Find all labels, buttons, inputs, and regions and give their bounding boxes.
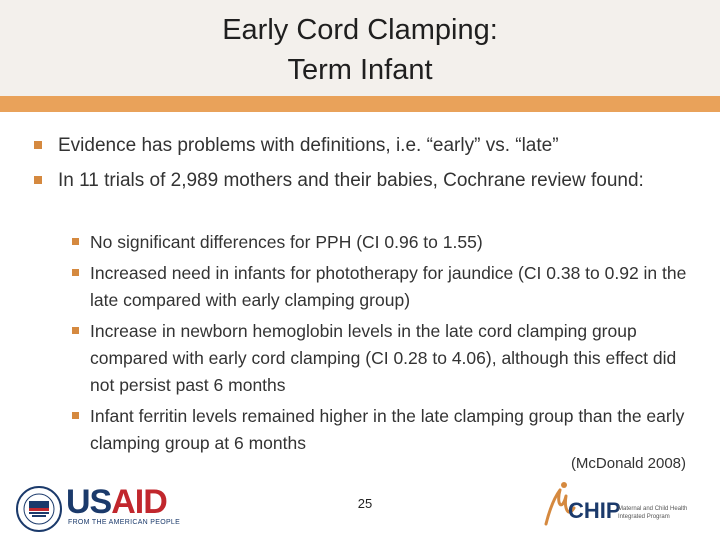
citation: (McDonald 2008)	[570, 455, 686, 472]
bullet-item: Evidence has problems with definitions, i.e. “early” vs. “late”	[58, 135, 559, 156]
usaid-logo-aid: AID	[111, 483, 167, 521]
bullet-marker-icon	[34, 176, 42, 184]
sub-bullet-item: Increased need in infants for phototherapy for jaundice (CI 0.38 to 0.92 in the late compared with early clamping group)	[90, 263, 687, 310]
sub-bullet-marker-icon	[72, 269, 79, 276]
sub-bullet-item: Infant ferritin levels remained higher in the late clamping group than the early clamping group at 6 months	[90, 406, 685, 453]
sub-bullet-marker-icon	[72, 412, 79, 419]
bullet-item: In 11 trials of 2,989 mothers and their babies, Cochrane review found:	[58, 170, 644, 191]
sub-bullet-item: No significant differences for PPH (CI 0.96 to 1.55)	[90, 232, 483, 252]
bullet-marker-icon	[34, 141, 42, 149]
usaid-seal-icon	[16, 486, 62, 532]
mchip-logo-icon	[540, 478, 690, 528]
slide-title	[0, 10, 720, 90]
mchip-logo-name: CHIP	[568, 498, 621, 523]
sub-bullet-item: Increase in newborn hemoglobin levels in the late cord clamping group compared with early cord clamping (CI 0.28 to 4.06), although this effect did not persist past 6 months	[90, 321, 677, 395]
mchip-tagline-line-2: Integrated Program	[618, 514, 670, 520]
usaid-logo	[66, 485, 167, 519]
page-number: 25	[357, 496, 373, 511]
sub-bullet-marker-icon	[72, 327, 79, 334]
slide-title-line-2: Term Infant	[287, 54, 433, 86]
mchip-tagline-line-1: Maternal and Child Health	[618, 506, 688, 512]
usaid-tagline: FROM THE AMERICAN PEOPLE	[68, 519, 181, 526]
slide-title-line-1: Early Cord Clamping:	[222, 14, 498, 46]
sub-bullet-marker-icon	[72, 238, 79, 245]
usaid-logo-us: US	[66, 483, 112, 521]
title-band	[0, 0, 720, 96]
accent-rule	[0, 96, 720, 112]
